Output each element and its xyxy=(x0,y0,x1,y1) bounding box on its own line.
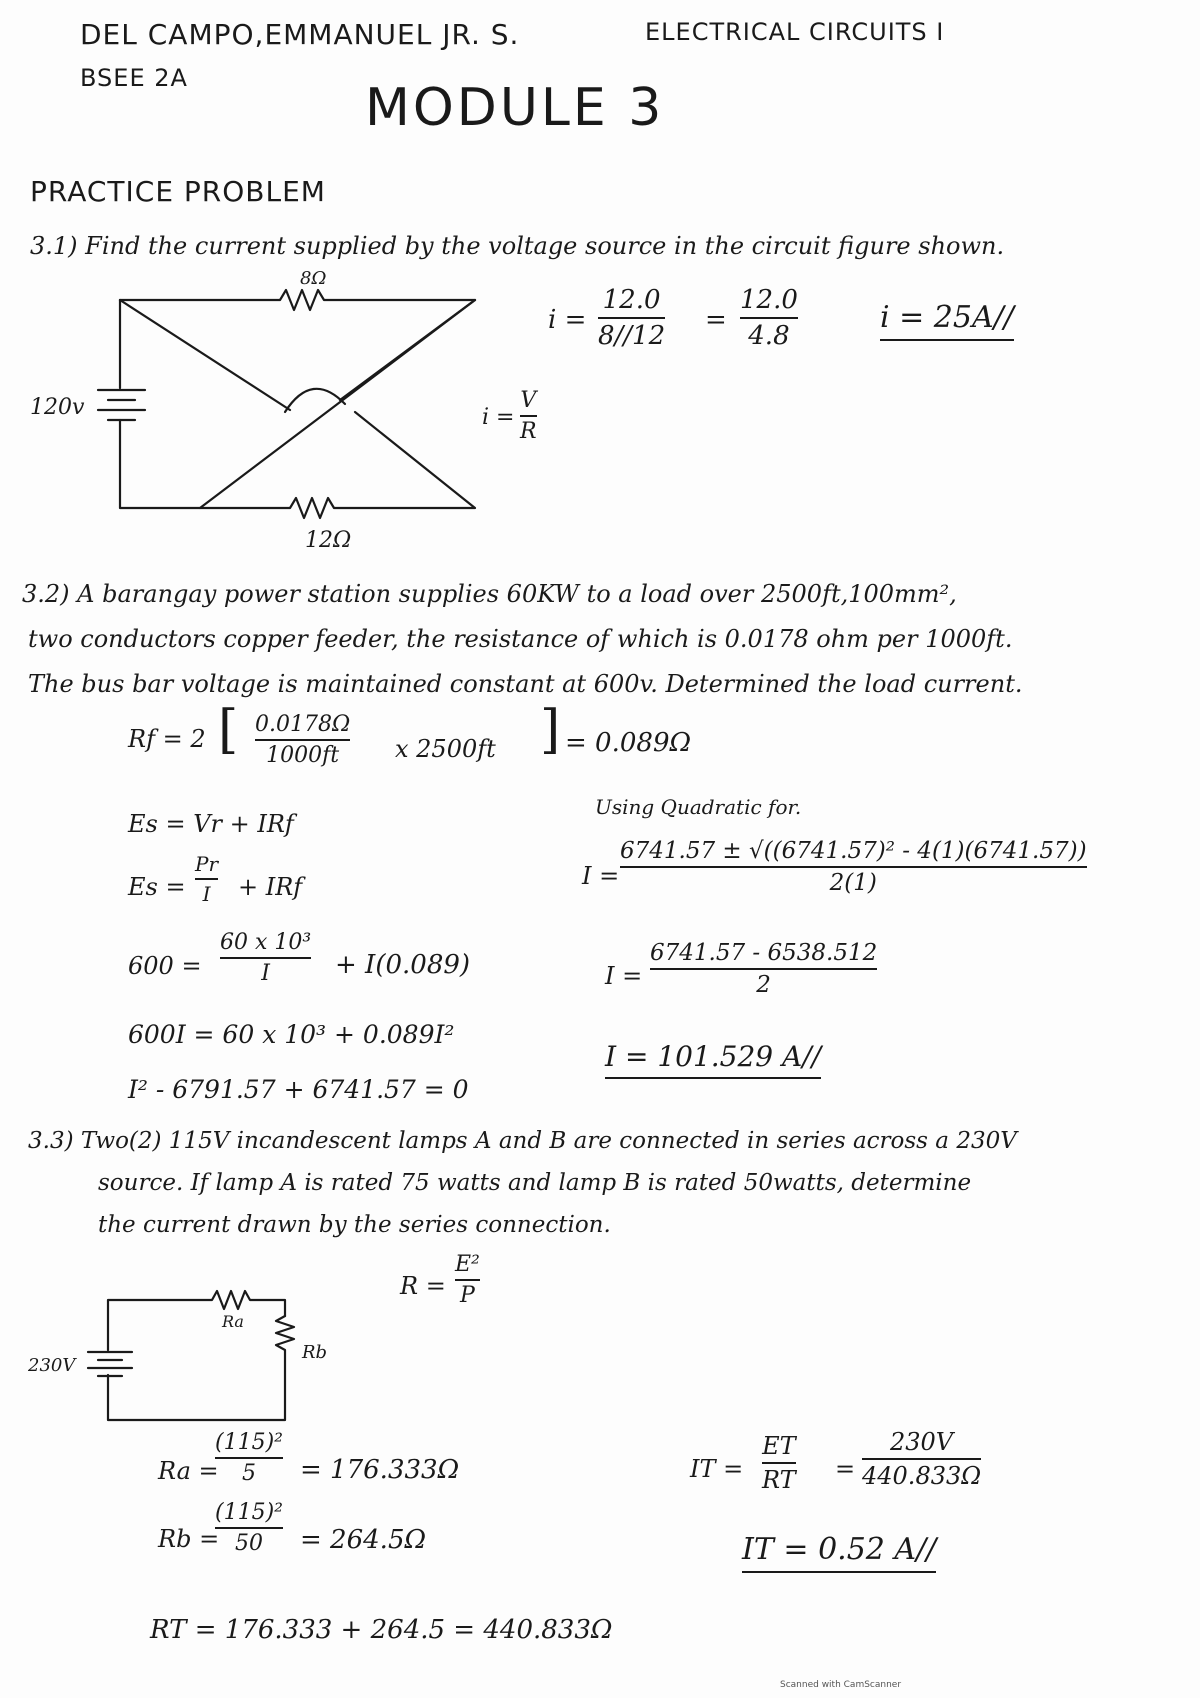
eq3-fraction xyxy=(220,930,311,986)
quadratic2-fraction xyxy=(650,940,877,998)
power-formula-den: P xyxy=(460,1283,475,1308)
es-line-1: Es = Vr + IRf xyxy=(128,810,294,838)
eq3-rest: + I(0.089) xyxy=(335,950,471,980)
resistor-8-label: 8Ω xyxy=(300,268,327,289)
it-eq: = xyxy=(835,1455,856,1483)
p1-f2-den: 4.8 xyxy=(748,321,790,351)
problem-3-1-question: 3.1) Find the current supplied by the voltage source in the circuit figure shown. xyxy=(30,232,1005,260)
it-den-1: RT xyxy=(762,1466,796,1494)
subject-label: ELECTRICAL CIRCUITS I xyxy=(645,18,945,46)
resistor-12-label: 12Ω xyxy=(305,528,352,553)
power-formula-lhs: R = xyxy=(400,1272,446,1300)
it-fraction-2 xyxy=(862,1428,981,1490)
es-line-2-lhs: Es = xyxy=(128,873,186,901)
rf-num: 0.0178Ω xyxy=(255,712,351,737)
quadratic-lhs: I = xyxy=(582,862,620,890)
source-120v-label: 120v xyxy=(30,395,85,420)
ra-num: (115)² xyxy=(215,1430,283,1455)
rf-result: = 0.089Ω xyxy=(565,728,692,758)
rf-fraction xyxy=(255,712,350,768)
es-line-2-fraction xyxy=(195,852,218,906)
es-line-2-num: Pr xyxy=(195,852,219,876)
circuit-3-1 xyxy=(98,290,475,518)
power-formula-num: E² xyxy=(455,1252,480,1277)
quadratic2-den: 2 xyxy=(756,972,771,998)
p1-fraction-1 xyxy=(598,285,665,351)
quadratic2-num: 6741.57 - 6538.512 xyxy=(650,940,878,966)
rf-rest: x 2500ft xyxy=(395,735,496,763)
problem-3-2-question-line1: 3.2) A barangay power station supplies 60KW to a load over 2500ft,100mm², xyxy=(22,580,957,608)
ohms-law-den: R xyxy=(520,419,537,444)
rb-num: (115)² xyxy=(215,1500,283,1525)
scanner-watermark: Scanned with CamScanner xyxy=(780,1680,902,1690)
p1-answer: i = 25A// xyxy=(880,300,1014,341)
circuit-3-3 xyxy=(88,1291,294,1420)
ra-lhs: Ra = xyxy=(158,1457,219,1485)
it-num-2: 230V xyxy=(890,1428,954,1456)
it-num-1: ET xyxy=(762,1432,796,1460)
rb-den: 50 xyxy=(234,1531,263,1556)
p1-f1-den: 8//12 xyxy=(598,321,666,351)
eq3-num: 60 x 10³ xyxy=(220,930,312,955)
eq5: I² - 6791.57 + 6741.57 = 0 xyxy=(128,1075,469,1104)
rb-fraction xyxy=(215,1500,283,1556)
p2-answer: I = 101.529 A// xyxy=(605,1040,821,1079)
p3-answer: IT = 0.52 A// xyxy=(742,1532,936,1573)
ra-den: 5 xyxy=(241,1461,256,1486)
ohms-law-lhs: i = xyxy=(482,405,515,430)
eq4: 600I = 60 x 10³ + 0.089I² xyxy=(128,1020,455,1049)
quadratic-den: 2(1) xyxy=(829,870,877,896)
problem-3-3-question-line3: the current drawn by the series connection. xyxy=(98,1212,611,1238)
rb-result: = 264.5Ω xyxy=(300,1525,427,1555)
it-den-2: 440.833Ω xyxy=(862,1462,982,1490)
problem-3-3-question-line1: 3.3) Two(2) 115V incandescent lamps A and B are connected in series across a 230V xyxy=(28,1128,1017,1154)
p1-eq-mid: = xyxy=(705,305,727,335)
source-230v-label: 230V xyxy=(28,1355,76,1376)
eq3-den: I xyxy=(261,961,270,986)
power-formula-fraction xyxy=(455,1252,480,1308)
problem-3-2-question-line2: two conductors copper feeder, the resistance of which is 0.0178 ohm per 1000ft. xyxy=(28,625,1013,653)
section-label: BSEE 2A xyxy=(80,64,188,92)
p1-f1-num: 12.0 xyxy=(602,285,661,315)
rf-lhs: Rf = 2 xyxy=(128,725,206,753)
problem-3-3-question-line2: source. If lamp A is rated 75 watts and lamp B is rated 50watts, determine xyxy=(98,1170,972,1196)
ohms-law-fraction xyxy=(520,388,537,444)
p1-f2-num: 12.0 xyxy=(740,285,798,315)
es-line-2-den: I xyxy=(202,882,211,906)
quadratic-label: Using Quadratic for. xyxy=(595,795,802,819)
ohms-law-num: V xyxy=(520,388,537,413)
practice-heading: PRACTICE PROBLEM xyxy=(30,175,326,208)
rb-lhs: Rb = xyxy=(158,1525,220,1553)
page-title: MODULE 3 xyxy=(365,78,665,138)
es-line-2-rest: + IRf xyxy=(238,873,303,901)
rb-diagram-label: Rb xyxy=(302,1342,328,1363)
quadratic2-lhs: I = xyxy=(605,962,643,990)
quadratic-num: 6741.57 ± √((6741.57)² - 4(1)(6741.57)) xyxy=(620,838,1087,864)
student-name: DEL CAMPO,EMMANUEL JR. S. xyxy=(80,18,520,51)
rf-open-bracket: [ xyxy=(218,700,239,760)
rf-den: 1000ft xyxy=(266,743,340,768)
p1-eq-lhs: i = xyxy=(548,305,587,335)
rt-total: RT = 176.333 + 264.5 = 440.833Ω xyxy=(150,1615,613,1645)
rf-close-bracket: ] xyxy=(540,700,561,760)
p1-fraction-2 xyxy=(740,285,798,351)
quadratic-fraction xyxy=(620,838,1087,896)
it-lhs: IT = xyxy=(690,1455,744,1483)
ra-diagram-label: Ra xyxy=(222,1312,244,1331)
it-fraction-1 xyxy=(762,1432,796,1494)
eq3-lhs: 600 = xyxy=(128,952,202,980)
ra-result: = 176.333Ω xyxy=(300,1455,460,1485)
ra-fraction xyxy=(215,1430,283,1486)
problem-3-2-question-line3: The bus bar voltage is maintained constant at 600v. Determined the load current. xyxy=(28,670,1023,698)
